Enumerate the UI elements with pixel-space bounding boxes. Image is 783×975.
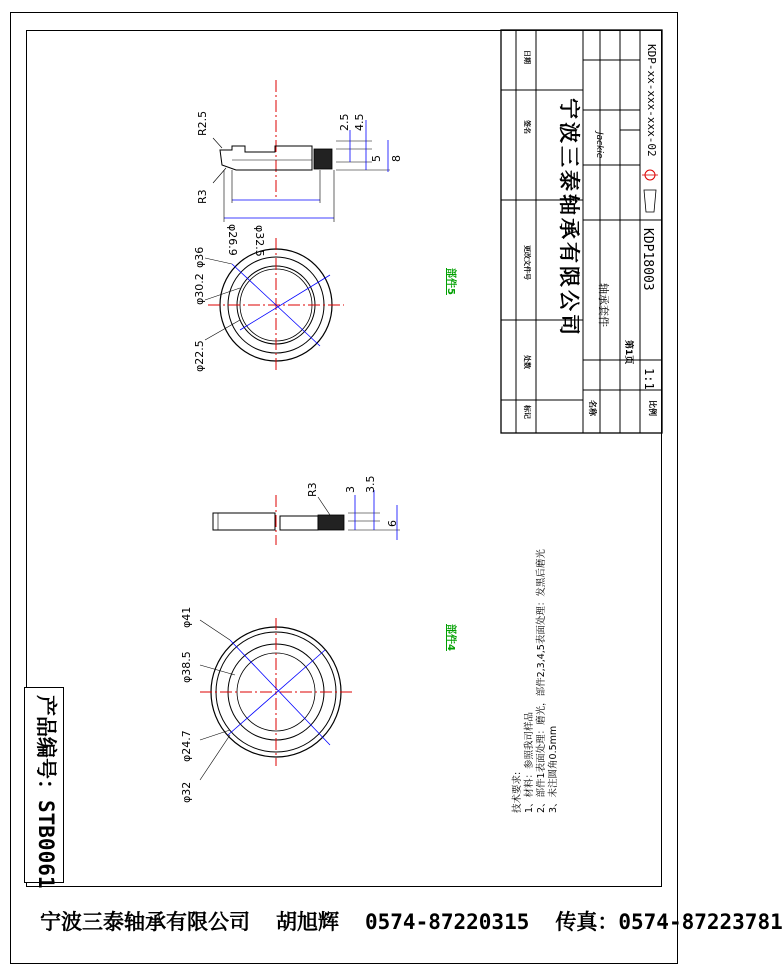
- dim-r3: R3: [196, 189, 209, 204]
- footer-fax: 传真：0574-87223781: [555, 910, 783, 934]
- part5-label: 部件5: [445, 268, 456, 295]
- dim-d26-9: φ26.9: [226, 224, 239, 256]
- part4-label: 部件4: [445, 624, 456, 651]
- dim-8: 8: [390, 155, 403, 162]
- dim-d24-7: φ24.7: [180, 730, 193, 762]
- footer-contact-name: 胡旭辉: [276, 910, 339, 934]
- col-header-5: 日期: [523, 50, 531, 64]
- title-company: 宁波三泰轴承有限公司: [557, 98, 581, 338]
- col-header-1: 处数: [523, 355, 531, 369]
- part4-circle-view: [200, 618, 352, 780]
- footer-contact: [40, 906, 783, 936]
- label-name: 名称: [588, 400, 597, 416]
- tech-notes-title: 技术要求:: [512, 771, 523, 813]
- projection-symbol: [642, 170, 658, 212]
- dim-5: 5: [370, 155, 383, 162]
- dim-r2-5: R2.5: [196, 110, 209, 136]
- dim-part4-6: 6: [386, 520, 399, 527]
- title-part-name: 轴承套件: [597, 283, 610, 327]
- tech-notes-line-3: 3、未注圆角0.5mm: [548, 725, 559, 813]
- part4-side-view: [213, 490, 400, 545]
- title-scale: 1:1: [642, 368, 656, 390]
- title-doc-code: KDP-xx-xxx-xxx-02: [645, 44, 658, 157]
- dim-part4-3-5: 3.5: [364, 475, 377, 493]
- part5-circle-view: [205, 238, 344, 372]
- footer-phone: 0574-87220315: [365, 910, 530, 934]
- part5-side-view: [213, 80, 390, 222]
- col-header-3: 更改文件号: [523, 245, 531, 280]
- title-designer: Jackie: [594, 132, 604, 159]
- dim-4-5: 4.5: [353, 113, 366, 131]
- tech-notes-line-1: 1、材料：参照我司样品: [524, 711, 535, 813]
- title-drawing-no: KDP18003: [640, 228, 655, 291]
- dim-d30-2: φ30.2: [193, 273, 206, 305]
- dim-d38-5: φ38.5: [180, 651, 193, 683]
- dim-d41: φ41: [180, 606, 193, 628]
- col-header-4: 签名: [523, 120, 531, 134]
- dim-2-5: 2.5: [338, 113, 351, 131]
- dim-part4-r3: R3: [306, 482, 319, 497]
- dim-d36: φ36: [193, 246, 206, 268]
- footer-company: 宁波三泰轴承有限公司: [40, 910, 250, 934]
- dim-d22-5: φ22.5: [193, 340, 206, 372]
- dim-part4-3: 3: [344, 486, 357, 493]
- col-header-0: 标记: [523, 405, 531, 419]
- product-number: 产品编号：STB0061: [34, 695, 58, 889]
- dim-d32-5: φ32.5: [253, 225, 266, 257]
- tech-notes: [512, 549, 560, 813]
- title-sheet: 第1页: [623, 340, 633, 365]
- label-scale: 比例: [648, 400, 657, 416]
- dim-d32: φ32: [180, 781, 193, 803]
- tech-notes-line-2: 2、部件1表面处理：磨光，部件2,3,4,5表面处理：发黑后磨光: [536, 549, 547, 813]
